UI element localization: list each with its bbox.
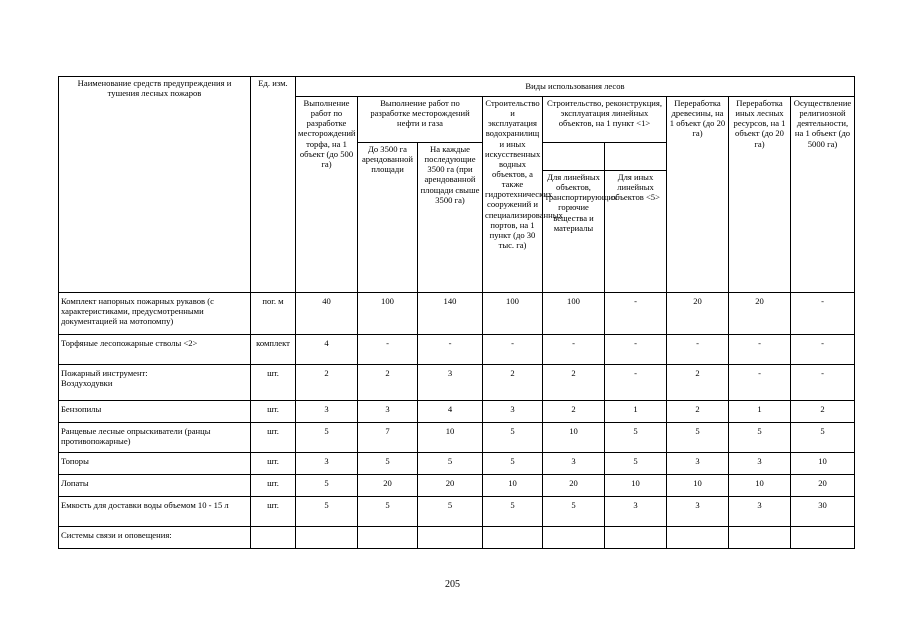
row-value: 1 <box>729 401 791 423</box>
row-value: 5 <box>605 423 667 453</box>
row-value <box>358 527 418 549</box>
header-other-resources: Переработка иных лесных ресурсов, на 1 объект (до 20 га) <box>729 97 791 293</box>
header-forest-use: Виды использования лесов <box>296 77 855 97</box>
row-name: Лопаты <box>59 475 251 497</box>
row-value: 5 <box>483 423 543 453</box>
row-value: 3 <box>605 497 667 527</box>
table-row <box>59 423 855 453</box>
header-name: Наименование средств предупреждения и тушения лесных пожаров <box>59 77 251 293</box>
row-value: 2 <box>296 365 358 401</box>
row-name: Бензопилы <box>59 401 251 423</box>
header-linear-a: Для линейных объектов, транспортирующих горючие вещества и материалы <box>543 171 605 293</box>
row-value <box>418 527 483 549</box>
header-linear-b: Для иных линейных объектов <5> <box>605 171 667 293</box>
row-value: - <box>729 365 791 401</box>
fire-equipment-table <box>58 76 855 549</box>
row-unit: шт. <box>251 497 296 527</box>
row-value: 3 <box>296 401 358 423</box>
row-value: 5 <box>667 423 729 453</box>
row-value: 2 <box>667 401 729 423</box>
row-value: 3 <box>667 453 729 475</box>
row-value: 10 <box>543 423 605 453</box>
row-name: Ранцевые лесные опрыскиватели (ранцы противопожарные) <box>59 423 251 453</box>
row-name: Пожарный инструмент: Воздуходувки <box>59 365 251 401</box>
row-value <box>791 527 855 549</box>
row-value: 5 <box>418 453 483 475</box>
row-name: Комплект напорных пожарных рукавов (с характеристиками, предусмотренными документацией на мотопомпу) <box>59 293 251 335</box>
row-value: - <box>605 293 667 335</box>
table-row <box>59 335 855 365</box>
row-value: 5 <box>296 423 358 453</box>
row-unit: шт. <box>251 475 296 497</box>
row-value: 7 <box>358 423 418 453</box>
row-value: 5 <box>418 497 483 527</box>
table-row <box>59 527 855 549</box>
header-oil-gas-a: До 3500 га арендованной площади <box>358 143 418 293</box>
row-value: 10 <box>791 453 855 475</box>
row-name: Емкость для доставки воды объемом 10 - 15 л <box>59 497 251 527</box>
row-value: - <box>729 335 791 365</box>
row-name: Топоры <box>59 453 251 475</box>
row-value: 2 <box>791 401 855 423</box>
row-value: 20 <box>543 475 605 497</box>
row-value: - <box>543 335 605 365</box>
row-value: 5 <box>358 453 418 475</box>
row-value: 10 <box>729 475 791 497</box>
row-value: - <box>483 335 543 365</box>
row-value: 100 <box>483 293 543 335</box>
row-name: Системы связи и оповещения: <box>59 527 251 549</box>
row-value: 140 <box>418 293 483 335</box>
row-value: 20 <box>418 475 483 497</box>
row-value: - <box>358 335 418 365</box>
row-value: 5 <box>358 497 418 527</box>
page-number: 205 <box>445 579 460 590</box>
header-linear-gap-2 <box>605 143 667 171</box>
row-value: 5 <box>483 497 543 527</box>
row-value: 3 <box>296 453 358 475</box>
table-row <box>59 401 855 423</box>
row-unit: шт. <box>251 453 296 475</box>
header-reservoirs: Строительство и эксплуатация водохранилищ и иных искусственных водных объектов, а также гидротехнических сооружений и специализированных портов, на 1 пункт (до 30 тыс. га) <box>483 97 543 293</box>
row-value <box>605 527 667 549</box>
row-value: 2 <box>543 401 605 423</box>
header-peat: Выполнение работ по разработке месторождений торфа, на 1 объект (до 500 га) <box>296 97 358 293</box>
header-oil-gas-b: На каждые последующие 3500 га (при арендованной площади свыше 3500 га) <box>418 143 483 293</box>
row-value: - <box>605 335 667 365</box>
row-value <box>483 527 543 549</box>
row-unit <box>251 527 296 549</box>
row-name: Торфяные лесопожарные стволы <2> <box>59 335 251 365</box>
row-unit: шт. <box>251 423 296 453</box>
row-value: 3 <box>667 497 729 527</box>
row-value <box>729 527 791 549</box>
row-value: 4 <box>418 401 483 423</box>
header-linear: Строительство, реконструкция, эксплуатация линейных объектов, на 1 пункт <1> <box>543 97 667 143</box>
row-value <box>296 527 358 549</box>
row-value: 3 <box>483 401 543 423</box>
row-value: 40 <box>296 293 358 335</box>
row-value: - <box>791 293 855 335</box>
row-value: 3 <box>729 453 791 475</box>
header-religion: Осуществление религиозной деятельности, на 1 объект (до 5000 га) <box>791 97 855 293</box>
row-value: 20 <box>358 475 418 497</box>
row-value: 4 <box>296 335 358 365</box>
row-value: 5 <box>605 453 667 475</box>
row-value: 10 <box>483 475 543 497</box>
row-value: 2 <box>483 365 543 401</box>
row-value: 10 <box>605 475 667 497</box>
row-value: 5 <box>729 423 791 453</box>
row-value: 3 <box>358 401 418 423</box>
row-value: 20 <box>729 293 791 335</box>
row-value: - <box>667 335 729 365</box>
row-value: 10 <box>667 475 729 497</box>
row-value: 2 <box>543 365 605 401</box>
row-value: 100 <box>543 293 605 335</box>
row-value: - <box>418 335 483 365</box>
row-value: 20 <box>667 293 729 335</box>
row-value: 3 <box>729 497 791 527</box>
row-unit: комплект <box>251 335 296 365</box>
row-value: 10 <box>418 423 483 453</box>
row-value: 5 <box>791 423 855 453</box>
row-value: 100 <box>358 293 418 335</box>
row-value: 20 <box>791 475 855 497</box>
row-value: 5 <box>543 497 605 527</box>
table-row <box>59 365 855 401</box>
row-unit: пог. м <box>251 293 296 335</box>
row-value: 30 <box>791 497 855 527</box>
row-value: 5 <box>296 475 358 497</box>
row-value: 1 <box>605 401 667 423</box>
row-value: 5 <box>296 497 358 527</box>
header-wood: Переработка древесины, на 1 объект (до 20 га) <box>667 97 729 293</box>
row-unit: шт. <box>251 365 296 401</box>
row-value: 2 <box>358 365 418 401</box>
row-value <box>667 527 729 549</box>
row-value: - <box>791 365 855 401</box>
row-unit: шт. <box>251 401 296 423</box>
row-value: 3 <box>418 365 483 401</box>
table-row <box>59 497 855 527</box>
row-value: 3 <box>543 453 605 475</box>
table-row <box>59 475 855 497</box>
table-row <box>59 453 855 475</box>
row-value <box>543 527 605 549</box>
row-value: 2 <box>667 365 729 401</box>
header-unit: Ед. изм. <box>251 77 296 293</box>
row-value: - <box>791 335 855 365</box>
table-row <box>59 293 855 335</box>
header-oil-gas: Выполнение работ по разработке месторождений нефти и газа <box>358 97 483 143</box>
row-value: - <box>605 365 667 401</box>
row-value: 5 <box>483 453 543 475</box>
header-linear-gap <box>543 143 605 171</box>
